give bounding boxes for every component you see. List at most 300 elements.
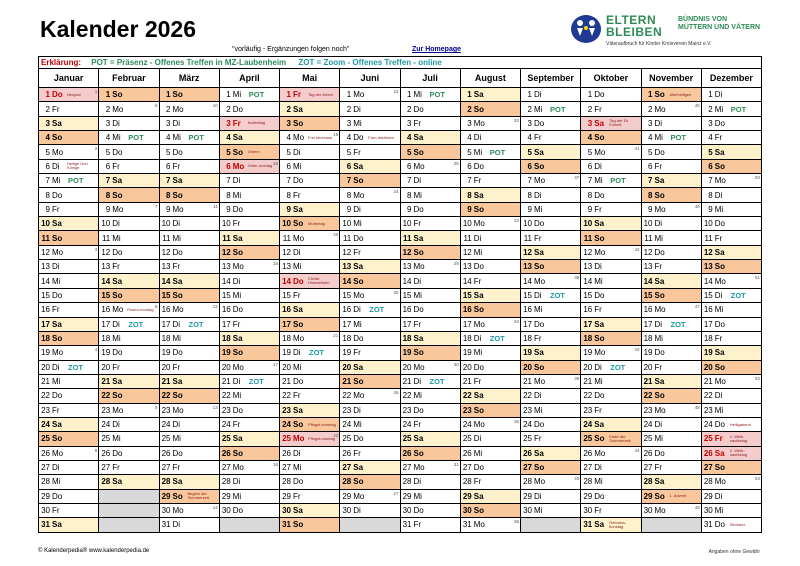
day-cell[interactable] (280, 102, 340, 116)
day-cell[interactable] (39, 174, 99, 188)
day-cell[interactable] (340, 346, 400, 360)
day-cell[interactable] (219, 489, 279, 503)
day-cell[interactable] (99, 374, 159, 388)
day-cell[interactable] (701, 88, 761, 102)
day-cell[interactable] (39, 260, 99, 274)
day-cell[interactable] (521, 403, 581, 417)
day-cell[interactable] (99, 417, 159, 431)
day-cell[interactable] (701, 489, 761, 503)
day-cell[interactable] (39, 245, 99, 259)
day-cell[interactable] (39, 116, 99, 130)
day-cell[interactable] (340, 159, 400, 173)
day-cell[interactable] (581, 389, 641, 403)
day-cell[interactable] (521, 475, 581, 489)
day-cell[interactable] (581, 88, 641, 102)
day-cell[interactable] (39, 274, 99, 288)
day-cell[interactable] (581, 245, 641, 259)
day-cell[interactable] (701, 432, 761, 446)
day-cell[interactable] (581, 331, 641, 345)
day-cell[interactable] (99, 174, 159, 188)
day-cell[interactable] (159, 518, 219, 532)
day-cell[interactable] (581, 446, 641, 460)
day-cell[interactable] (159, 274, 219, 288)
day-cell[interactable] (400, 288, 460, 302)
day-cell[interactable] (280, 518, 340, 532)
day-cell[interactable] (159, 102, 219, 116)
day-cell[interactable] (340, 317, 400, 331)
day-cell[interactable] (39, 102, 99, 116)
day-cell[interactable] (581, 403, 641, 417)
day-cell[interactable] (39, 518, 99, 532)
day-cell[interactable] (39, 288, 99, 302)
day-cell[interactable] (641, 460, 701, 474)
day-cell[interactable] (521, 217, 581, 231)
day-cell[interactable] (521, 188, 581, 202)
day-cell[interactable] (280, 403, 340, 417)
day-cell[interactable] (701, 145, 761, 159)
day-cell[interactable] (521, 417, 581, 431)
day-cell[interactable] (400, 460, 460, 474)
day-cell[interactable] (400, 217, 460, 231)
day-cell[interactable] (219, 475, 279, 489)
day-cell[interactable] (280, 346, 340, 360)
day-cell[interactable] (581, 159, 641, 173)
day-cell[interactable] (219, 446, 279, 460)
day-cell[interactable] (340, 202, 400, 216)
day-cell[interactable] (340, 374, 400, 388)
day-cell[interactable] (581, 460, 641, 474)
day-cell[interactable] (159, 389, 219, 403)
day-cell[interactable] (641, 331, 701, 345)
day-cell[interactable] (641, 231, 701, 245)
day-cell[interactable] (99, 217, 159, 231)
day-cell[interactable] (340, 145, 400, 159)
day-cell[interactable] (340, 174, 400, 188)
day-cell[interactable] (39, 217, 99, 231)
day-cell[interactable] (159, 432, 219, 446)
day-cell[interactable] (581, 518, 641, 532)
day-cell[interactable] (340, 432, 400, 446)
day-cell[interactable] (280, 317, 340, 331)
day-cell[interactable] (521, 374, 581, 388)
day-cell[interactable] (581, 303, 641, 317)
day-cell[interactable] (641, 503, 701, 517)
day-cell[interactable] (701, 389, 761, 403)
day-cell[interactable] (400, 188, 460, 202)
day-cell[interactable] (39, 331, 99, 345)
day-cell[interactable] (340, 116, 400, 130)
day-cell[interactable] (280, 432, 340, 446)
day-cell[interactable] (39, 188, 99, 202)
day-cell[interactable] (521, 446, 581, 460)
day-cell[interactable] (641, 260, 701, 274)
day-cell[interactable] (701, 417, 761, 431)
day-cell[interactable] (641, 403, 701, 417)
day-cell[interactable] (521, 102, 581, 116)
day-cell[interactable] (460, 489, 520, 503)
day-cell[interactable] (159, 217, 219, 231)
day-cell[interactable] (340, 131, 400, 145)
day-cell[interactable] (159, 159, 219, 173)
day-cell[interactable] (280, 159, 340, 173)
day-cell[interactable] (400, 374, 460, 388)
day-cell[interactable] (280, 475, 340, 489)
day-cell[interactable] (159, 202, 219, 216)
day-cell[interactable] (701, 188, 761, 202)
day-cell[interactable] (701, 460, 761, 474)
day-cell[interactable] (159, 260, 219, 274)
day-cell[interactable] (340, 288, 400, 302)
day-cell[interactable] (99, 245, 159, 259)
day-cell[interactable] (219, 188, 279, 202)
day-cell[interactable] (340, 260, 400, 274)
day-cell[interactable] (340, 231, 400, 245)
day-cell[interactable] (280, 131, 340, 145)
day-cell[interactable] (280, 288, 340, 302)
day-cell[interactable] (219, 331, 279, 345)
day-cell[interactable] (400, 174, 460, 188)
day-cell[interactable] (39, 145, 99, 159)
day-cell[interactable] (219, 116, 279, 130)
day-cell[interactable] (340, 331, 400, 345)
day-cell[interactable] (641, 188, 701, 202)
day-cell[interactable] (39, 432, 99, 446)
day-cell[interactable] (340, 475, 400, 489)
day-cell[interactable] (159, 145, 219, 159)
day-cell[interactable] (99, 346, 159, 360)
day-cell[interactable] (39, 360, 99, 374)
day-cell[interactable] (340, 503, 400, 517)
day-cell[interactable] (581, 274, 641, 288)
day-cell[interactable] (701, 518, 761, 532)
day-cell[interactable] (39, 417, 99, 431)
day-cell[interactable] (340, 389, 400, 403)
day-cell[interactable] (159, 489, 219, 503)
day-cell[interactable] (219, 303, 279, 317)
day-cell[interactable] (39, 231, 99, 245)
day-cell[interactable] (159, 174, 219, 188)
day-cell[interactable] (159, 188, 219, 202)
day-cell[interactable] (641, 159, 701, 173)
day-cell[interactable] (280, 274, 340, 288)
day-cell[interactable] (400, 446, 460, 460)
day-cell[interactable] (159, 116, 219, 130)
day-cell[interactable] (641, 88, 701, 102)
day-cell[interactable] (641, 389, 701, 403)
day-cell[interactable] (159, 360, 219, 374)
day-cell[interactable] (280, 260, 340, 274)
day-cell[interactable] (99, 317, 159, 331)
day-cell[interactable] (460, 303, 520, 317)
day-cell[interactable] (460, 475, 520, 489)
day-cell[interactable] (159, 303, 219, 317)
day-cell[interactable] (641, 145, 701, 159)
day-cell[interactable] (99, 88, 159, 102)
day-cell[interactable] (159, 131, 219, 145)
day-cell[interactable] (641, 303, 701, 317)
day-cell[interactable] (159, 403, 219, 417)
day-cell[interactable] (701, 446, 761, 460)
day-cell[interactable] (641, 288, 701, 302)
day-cell[interactable] (99, 288, 159, 302)
day-cell[interactable] (400, 303, 460, 317)
day-cell[interactable] (521, 260, 581, 274)
day-cell[interactable] (280, 389, 340, 403)
day-cell[interactable] (701, 317, 761, 331)
day-cell[interactable] (280, 446, 340, 460)
day-cell[interactable] (641, 417, 701, 431)
day-cell[interactable] (39, 475, 99, 489)
day-cell[interactable] (701, 403, 761, 417)
day-cell[interactable] (701, 116, 761, 130)
day-cell[interactable] (39, 131, 99, 145)
day-cell[interactable] (701, 245, 761, 259)
day-cell[interactable] (460, 446, 520, 460)
day-cell[interactable] (460, 116, 520, 130)
day-cell[interactable] (219, 374, 279, 388)
day-cell[interactable] (641, 131, 701, 145)
day-cell[interactable] (701, 231, 761, 245)
day-cell[interactable] (400, 417, 460, 431)
day-cell[interactable] (400, 116, 460, 130)
day-cell[interactable] (340, 417, 400, 431)
day-cell[interactable] (581, 360, 641, 374)
day-cell[interactable] (159, 374, 219, 388)
day-cell[interactable] (460, 102, 520, 116)
day-cell[interactable] (99, 360, 159, 374)
day-cell[interactable] (99, 475, 159, 489)
day-cell[interactable] (219, 403, 279, 417)
day-cell[interactable] (39, 389, 99, 403)
day-cell[interactable] (460, 217, 520, 231)
day-cell[interactable] (39, 446, 99, 460)
day-cell[interactable] (701, 475, 761, 489)
day-cell[interactable] (521, 360, 581, 374)
day-cell[interactable] (701, 131, 761, 145)
day-cell[interactable] (99, 159, 159, 173)
day-cell[interactable] (400, 331, 460, 345)
day-cell[interactable] (581, 202, 641, 216)
day-cell[interactable] (581, 102, 641, 116)
day-cell[interactable] (521, 145, 581, 159)
day-cell[interactable] (521, 503, 581, 517)
day-cell[interactable] (581, 489, 641, 503)
day-cell[interactable] (701, 102, 761, 116)
day-cell[interactable] (400, 518, 460, 532)
day-cell[interactable] (641, 116, 701, 130)
day-cell[interactable] (641, 360, 701, 374)
day-cell[interactable] (219, 131, 279, 145)
day-cell[interactable] (641, 346, 701, 360)
day-cell[interactable] (99, 102, 159, 116)
day-cell[interactable] (581, 417, 641, 431)
day-cell[interactable] (581, 374, 641, 388)
day-cell[interactable] (581, 217, 641, 231)
day-cell[interactable] (521, 231, 581, 245)
day-cell[interactable] (340, 446, 400, 460)
day-cell[interactable] (400, 131, 460, 145)
day-cell[interactable] (99, 403, 159, 417)
day-cell[interactable] (400, 274, 460, 288)
day-cell[interactable] (460, 245, 520, 259)
day-cell[interactable] (159, 331, 219, 345)
day-cell[interactable] (400, 475, 460, 489)
day-cell[interactable] (460, 317, 520, 331)
day-cell[interactable] (460, 374, 520, 388)
day-cell[interactable] (280, 188, 340, 202)
day-cell[interactable] (99, 231, 159, 245)
day-cell[interactable] (581, 260, 641, 274)
day-cell[interactable] (219, 389, 279, 403)
day-cell[interactable] (159, 231, 219, 245)
day-cell[interactable] (280, 231, 340, 245)
day-cell[interactable] (219, 102, 279, 116)
day-cell[interactable] (99, 116, 159, 130)
day-cell[interactable] (219, 245, 279, 259)
day-cell[interactable] (581, 288, 641, 302)
day-cell[interactable] (460, 417, 520, 431)
day-cell[interactable] (701, 346, 761, 360)
day-cell[interactable] (521, 489, 581, 503)
day-cell[interactable] (581, 131, 641, 145)
day-cell[interactable] (641, 317, 701, 331)
day-cell[interactable] (641, 432, 701, 446)
day-cell[interactable] (581, 116, 641, 130)
day-cell[interactable] (701, 260, 761, 274)
day-cell[interactable] (701, 202, 761, 216)
day-cell[interactable] (219, 145, 279, 159)
day-cell[interactable] (219, 174, 279, 188)
day-cell[interactable] (39, 159, 99, 173)
logo[interactable] (570, 12, 770, 56)
day-cell[interactable] (159, 317, 219, 331)
day-cell[interactable] (460, 131, 520, 145)
day-cell[interactable] (280, 360, 340, 374)
day-cell[interactable] (460, 274, 520, 288)
day-cell[interactable] (340, 403, 400, 417)
day-cell[interactable] (701, 288, 761, 302)
day-cell[interactable] (460, 260, 520, 274)
day-cell[interactable] (400, 317, 460, 331)
day-cell[interactable] (460, 360, 520, 374)
day-cell[interactable] (581, 174, 641, 188)
day-cell[interactable] (400, 102, 460, 116)
day-cell[interactable] (460, 174, 520, 188)
day-cell[interactable] (701, 374, 761, 388)
day-cell[interactable] (641, 274, 701, 288)
day-cell[interactable] (340, 274, 400, 288)
day-cell[interactable] (400, 403, 460, 417)
day-cell[interactable] (400, 145, 460, 159)
day-cell[interactable] (460, 88, 520, 102)
day-cell[interactable] (340, 460, 400, 474)
day-cell[interactable] (219, 417, 279, 431)
day-cell[interactable] (39, 460, 99, 474)
day-cell[interactable] (340, 303, 400, 317)
day-cell[interactable] (99, 389, 159, 403)
day-cell[interactable] (39, 346, 99, 360)
day-cell[interactable] (701, 303, 761, 317)
day-cell[interactable] (641, 374, 701, 388)
day-cell[interactable] (280, 217, 340, 231)
day-cell[interactable] (99, 274, 159, 288)
day-cell[interactable] (400, 346, 460, 360)
day-cell[interactable] (400, 245, 460, 259)
day-cell[interactable] (280, 145, 340, 159)
day-cell[interactable] (701, 360, 761, 374)
day-cell[interactable] (219, 288, 279, 302)
day-cell[interactable] (99, 432, 159, 446)
day-cell[interactable] (641, 217, 701, 231)
day-cell[interactable] (39, 202, 99, 216)
day-cell[interactable] (460, 331, 520, 345)
day-cell[interactable] (219, 202, 279, 216)
day-cell[interactable] (701, 331, 761, 345)
day-cell[interactable] (159, 417, 219, 431)
day-cell[interactable] (581, 346, 641, 360)
day-cell[interactable] (521, 131, 581, 145)
day-cell[interactable] (641, 446, 701, 460)
day-cell[interactable] (99, 260, 159, 274)
day-cell[interactable] (400, 260, 460, 274)
day-cell[interactable] (340, 102, 400, 116)
day-cell[interactable] (521, 88, 581, 102)
day-cell[interactable] (39, 317, 99, 331)
day-cell[interactable] (521, 174, 581, 188)
day-cell[interactable] (521, 274, 581, 288)
day-cell[interactable] (340, 489, 400, 503)
day-cell[interactable] (581, 317, 641, 331)
day-cell[interactable] (159, 475, 219, 489)
day-cell[interactable] (219, 346, 279, 360)
day-cell[interactable] (400, 432, 460, 446)
day-cell[interactable] (219, 432, 279, 446)
day-cell[interactable] (521, 116, 581, 130)
day-cell[interactable] (521, 317, 581, 331)
day-cell[interactable] (159, 288, 219, 302)
day-cell[interactable] (701, 274, 761, 288)
day-cell[interactable] (99, 331, 159, 345)
day-cell[interactable] (280, 303, 340, 317)
day-cell[interactable] (521, 288, 581, 302)
day-cell[interactable] (99, 202, 159, 216)
day-cell[interactable] (701, 159, 761, 173)
day-cell[interactable] (521, 346, 581, 360)
day-cell[interactable] (460, 432, 520, 446)
day-cell[interactable] (280, 202, 340, 216)
day-cell[interactable] (280, 417, 340, 431)
day-cell[interactable] (400, 389, 460, 403)
day-cell[interactable] (400, 503, 460, 517)
day-cell[interactable] (460, 460, 520, 474)
day-cell[interactable] (641, 475, 701, 489)
day-cell[interactable] (99, 145, 159, 159)
day-cell[interactable] (159, 503, 219, 517)
day-cell[interactable] (280, 116, 340, 130)
day-cell[interactable] (460, 403, 520, 417)
day-cell[interactable] (280, 174, 340, 188)
day-cell[interactable] (39, 88, 99, 102)
day-cell[interactable] (521, 245, 581, 259)
day-cell[interactable] (99, 460, 159, 474)
day-cell[interactable] (219, 231, 279, 245)
day-cell[interactable] (460, 389, 520, 403)
day-cell[interactable] (460, 145, 520, 159)
day-cell[interactable] (340, 217, 400, 231)
day-cell[interactable] (280, 331, 340, 345)
day-cell[interactable] (400, 202, 460, 216)
day-cell[interactable] (39, 489, 99, 503)
